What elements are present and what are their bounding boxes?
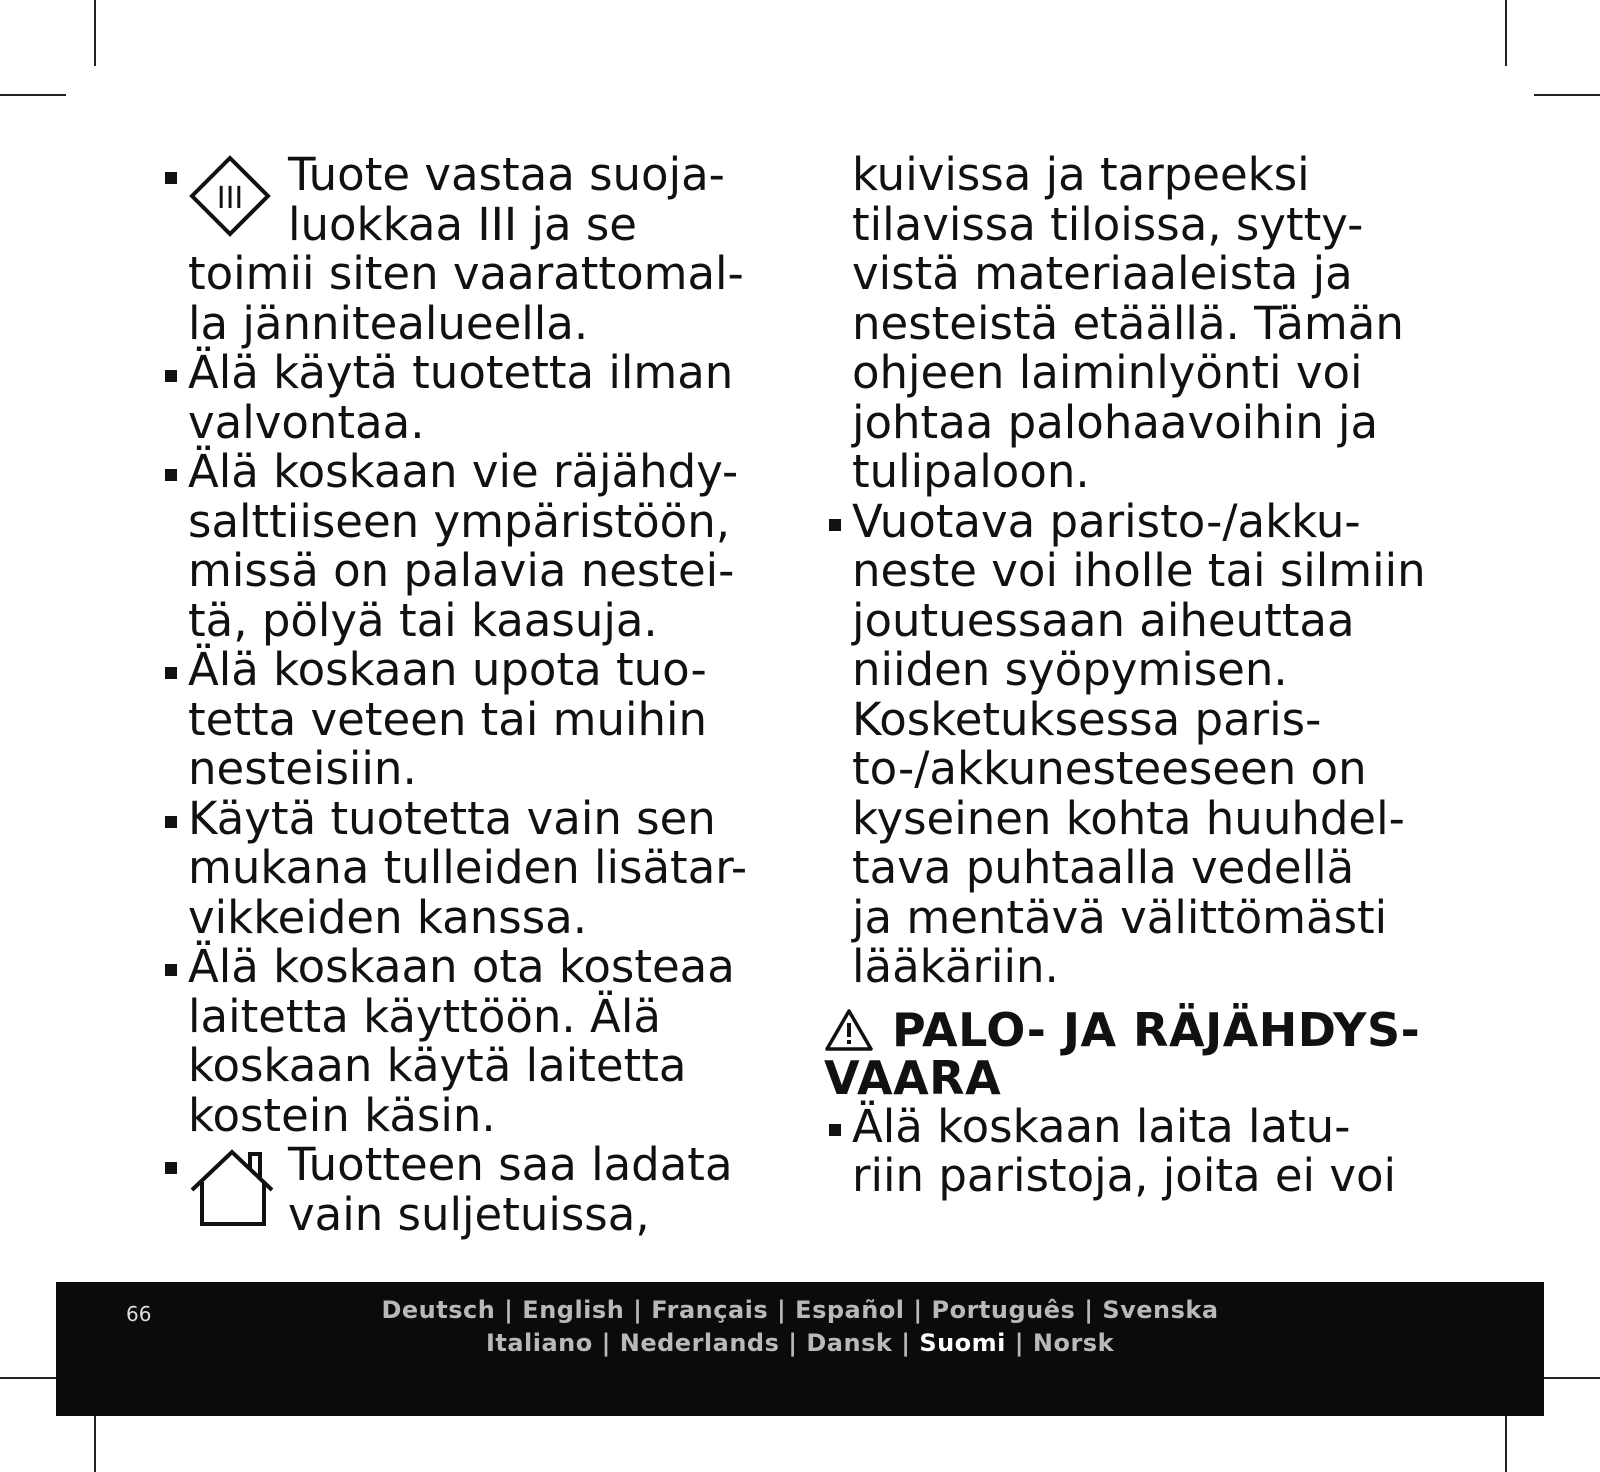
item-text-line: missä on palavia nestei- xyxy=(188,544,735,597)
item-text-line: kostein käsin. xyxy=(188,1088,496,1142)
list-item xyxy=(824,1099,1444,1202)
item-text-line: vikkeiden kanssa. xyxy=(188,890,588,944)
language-link-portugues[interactable]: Português xyxy=(931,1296,1076,1324)
language-link-nederlands[interactable]: Nederlands xyxy=(619,1329,780,1357)
separator: | xyxy=(788,1329,798,1357)
item-text-line: lääkäriin. xyxy=(852,940,1059,993)
bullet-icon xyxy=(829,1124,841,1136)
language-link-norsk[interactable]: Norsk xyxy=(1032,1329,1115,1357)
list-item xyxy=(160,942,780,1140)
item-text-line: Vuotava paristo-/akku- xyxy=(852,494,1361,548)
item-text-line: Älä koskaan vie räjähdy- xyxy=(188,445,739,498)
item-text-line: neste voi iholle tai silmiin xyxy=(852,544,1426,597)
item-text-line: to-/akkunesteeseen on xyxy=(852,742,1367,795)
item-text-line: Älä käytä tuotetta ilman xyxy=(188,346,734,399)
item-text-line: laitetta käyttöön. Älä xyxy=(188,989,661,1043)
right-column xyxy=(824,150,1444,1201)
language-link-svenska[interactable]: Svenska xyxy=(1102,1296,1219,1324)
item-text-line: vain suljetuissa, xyxy=(288,1187,650,1241)
warning-triangle-icon xyxy=(824,1008,874,1052)
item-text-line: Älä koskaan laita latu- xyxy=(852,1099,1351,1153)
item-text-line: Käytä tuotetta vain sen xyxy=(188,791,716,845)
protection-class-iii-icon xyxy=(188,150,288,249)
item-text-line: salttiiseen ympäristöön, xyxy=(188,494,731,548)
list-item xyxy=(160,791,780,944)
item-text-line: valvontaa. xyxy=(188,395,425,449)
bullet-icon xyxy=(165,1162,177,1174)
item-text-line: Kosketuksessa paris- xyxy=(852,692,1322,746)
language-link-dansk[interactable]: Dansk xyxy=(806,1329,893,1357)
item-text-line: kuivissa ja tarpeeksi xyxy=(852,148,1310,201)
separator: | xyxy=(601,1329,611,1357)
language-link-espanol[interactable]: Español xyxy=(795,1296,905,1324)
list-item xyxy=(160,150,780,348)
crop-mark xyxy=(94,0,96,66)
item-text-line: ja mentävä välittömästi xyxy=(852,890,1388,944)
list-item xyxy=(824,494,1444,993)
item-text-line: joutuessaan aiheuttaa xyxy=(852,593,1355,647)
item-text-line: Tuotteen saa ladata xyxy=(288,1138,733,1191)
language-link-english[interactable]: English xyxy=(522,1296,625,1324)
item-text-line: Älä koskaan upota tuo- xyxy=(188,643,707,696)
item-text-line: nesteistä etäällä. Tämän xyxy=(852,296,1404,350)
bullet-icon xyxy=(165,964,177,976)
bullet-icon xyxy=(165,667,177,679)
separator: | xyxy=(777,1296,787,1324)
item-text-line: mukana tulleiden lisätar- xyxy=(188,841,748,894)
separator: | xyxy=(901,1329,911,1357)
item-text-line: koskaan käytä laitetta xyxy=(188,1039,687,1092)
heading-text-line: VAARA xyxy=(824,1050,1002,1105)
item-text-line: johtaa palohaavoihin ja xyxy=(852,395,1379,449)
item-text-line: riin paristoja, joita ei voi xyxy=(852,1149,1396,1202)
item-text-line: Älä koskaan ota kosteaa xyxy=(188,940,735,993)
bullet-icon xyxy=(829,519,841,531)
language-link-deutsch[interactable]: Deutsch xyxy=(381,1296,496,1324)
language-link-francais[interactable]: Français xyxy=(651,1296,769,1324)
language-row xyxy=(56,1327,1544,1360)
item-text-line: tava puhtaalla vedellä xyxy=(852,841,1355,894)
language-link-suomi-current[interactable]: Suomi xyxy=(919,1329,1006,1357)
left-column xyxy=(160,150,780,1239)
item-text-line: niiden syöpymisen. xyxy=(852,643,1288,696)
crop-mark xyxy=(1534,94,1600,96)
item-text-line: nesteisiin. xyxy=(188,742,417,795)
crop-mark xyxy=(1505,0,1507,66)
language-row xyxy=(56,1294,1544,1327)
crop-mark xyxy=(0,94,66,96)
bullet-icon xyxy=(165,172,177,184)
list-item xyxy=(160,645,780,794)
item-text-line: toimii siten vaarattomal- xyxy=(188,247,744,300)
continued-paragraph xyxy=(824,150,1444,497)
bullet-icon xyxy=(165,469,177,481)
list-item xyxy=(160,348,780,447)
bullet-icon xyxy=(165,370,177,382)
item-text-line: tilavissa tiloissa, sytty- xyxy=(852,197,1364,251)
item-text-line: Tuote vastaa suoja- xyxy=(288,148,725,201)
indoor-house-icon xyxy=(188,1140,288,1239)
language-link-italiano[interactable]: Italiano xyxy=(485,1329,593,1357)
page-number: 66 xyxy=(126,1302,152,1326)
language-nav xyxy=(56,1294,1544,1360)
separator: | xyxy=(913,1296,923,1324)
separator: | xyxy=(633,1296,643,1324)
heading-text-line: PALO- JA RÄJÄHDYS- xyxy=(892,1002,1421,1057)
footer-bar xyxy=(56,1282,1544,1416)
item-text-line: tetta veteen tai muihin xyxy=(188,692,708,746)
bullet-icon xyxy=(165,816,177,828)
section-heading xyxy=(824,1002,1444,1105)
item-text-line: tä, pölyä tai kaasuja. xyxy=(188,593,658,647)
item-text-line: ohjeen laiminlyönti voi xyxy=(852,346,1363,399)
item-text-line: kyseinen kohta huuhdel- xyxy=(852,791,1405,845)
list-item xyxy=(160,1140,780,1239)
svg-text:III: III xyxy=(216,181,244,216)
separator: | xyxy=(1084,1296,1094,1324)
item-text-line: vistä materiaaleista ja xyxy=(852,247,1353,300)
item-text-line: luokkaa III ja se xyxy=(288,197,637,251)
separator: | xyxy=(504,1296,514,1324)
item-text-line: la jännitealueella. xyxy=(188,296,589,350)
list-item xyxy=(160,447,780,645)
separator: | xyxy=(1014,1329,1025,1357)
item-text-line: tulipaloon. xyxy=(852,445,1090,498)
